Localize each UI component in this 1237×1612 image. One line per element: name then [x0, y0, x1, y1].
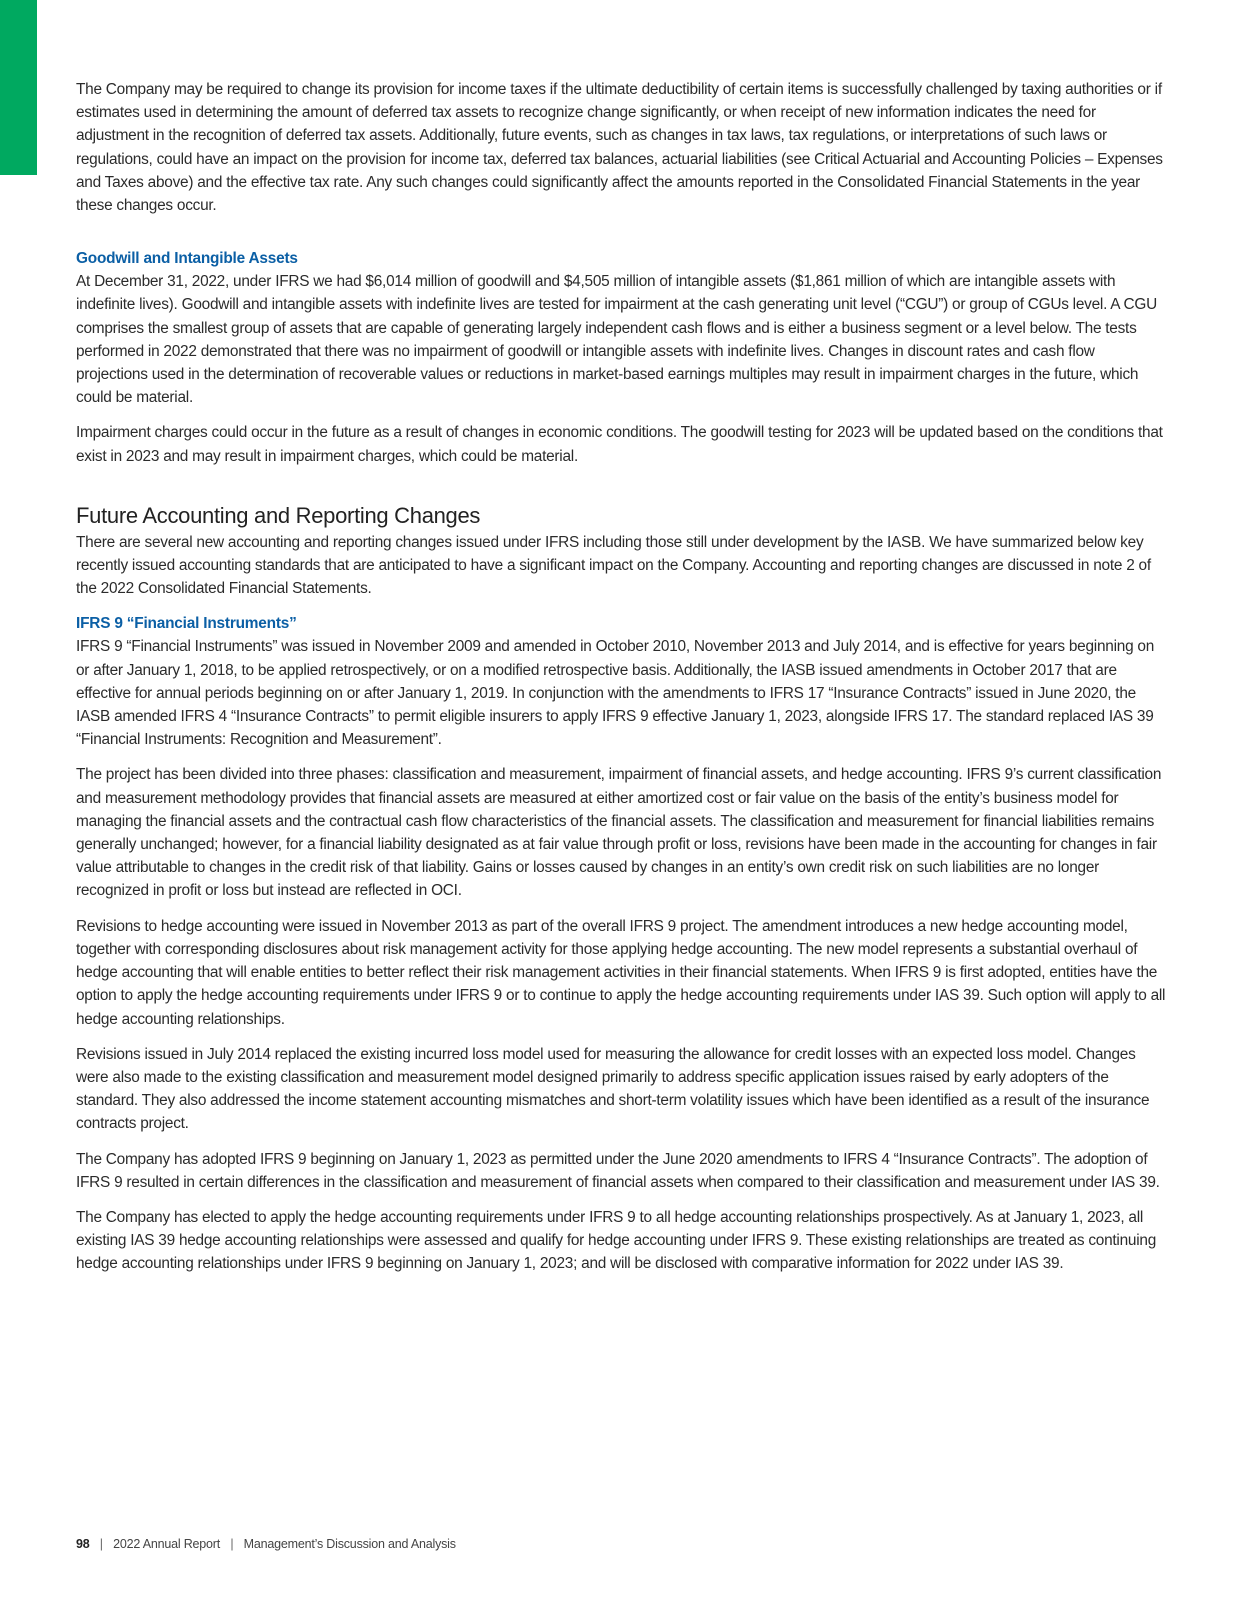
section-color-tab — [0, 0, 37, 175]
ifrs9-paragraph: Revisions issued in July 2014 replaced the existing incurred loss model used for measuring the allowance for credit losses with an expected loss model. Changes were also made to the existing classification and measurement model designed primarily to address specific application issues raised by early adopters of the standard. They also addressed the income statement accounting mismatches and short-term volatility issues which have been identified as a result of the insurance contracts project. — [76, 1045, 1150, 1133]
ifrs9-paragraph: The project has been divided into three phases: classification and measurement, impairment of financial assets, and hedge accounting. IFRS 9’s current classification and measurement methodology provides that financial assets are measured at either amortized cost or fair value on the basis of the entity’s business model for managing the financial assets and the contractual cash flow characteristics of the financial assets. The classification and measurement for financial liabilities remains generally unchanged; however, for a financial liability designated as at fair value through profit or loss, revisions have been made in the accounting for changes in fair value attributable to changes in the credit risk of that liability. Gains or losses caused by changes in an entity’s own credit risk on such liabilities are no longer recognized in profit or loss but instead are reflected in OCI. — [76, 766, 1162, 900]
ifrs9-paragraph: The Company has elected to apply the hedge accounting requirements under IFRS 9 to all hedge accounting relationships prospectively. As at January 1, 2023, all existing IAS 39 hedge accounting relationships were assessed and qualify for hedge accounting under IFRS 9. These existing relationships are treated as continuing hedge accounting relationships under IFRS 9 beginning on January 1, 2023; and will be disclosed with comparative information for 2022 under IAS 39. — [76, 1208, 1157, 1273]
ifrs9-paragraph: Revisions to hedge accounting were issued in November 2013 as part of the overall IFRS 9 project. The amendment introduces a new hedge accounting model, together with corresponding disclosures about risk management activity for those applying hedge accounting. The new model represents a substantial overhaul of hedge accounting that will enable entities to better reflect their risk management activities in their financial statements. When IFRS 9 is first adopted, entities have the option to apply the hedge accounting requirements under IFRS 9 or to continue to apply the hedge accounting requirements under IAS 39. Such option will apply to all hedge accounting relationships. — [76, 917, 1166, 1028]
footer-separator: | — [99, 1537, 103, 1551]
goodwill-heading: Goodwill and Intangible Assets — [76, 250, 298, 268]
page-footer — [76, 1537, 456, 1551]
page-body — [76, 78, 1166, 1288]
intro-paragraph: The Company may be required to change its provision for income taxes if the ultimate deductibility of certain items is successfully challenged by taxing authorities or if estimates used in determining the amount of deferred tax assets to recognize change significantly, or when receipt of new information indicates the need for adjustment in the recognition of deferred tax assets. Additionally, future events, such as changes in tax laws, tax regulations, or interpretations of such laws or regulations, could have an impact on the provision for income tax, deferred tax balances, actuarial liabilities (see Critical Actuarial and Accounting Policies – Expenses and Taxes above) and the effective tax rate. Any such changes could significantly affect the amounts reported in the Consolidated Financial Statements in the year these changes occur. — [76, 81, 1163, 215]
goodwill-paragraph: At December 31, 2022, under IFRS we had $6,014 million of goodwill and $4,505 million of intangible assets ($1,861 million of which are intangible assets with indefinite lives). Goodwill and intangible assets with indefinite lives are tested for impairment at the cash generating unit level (“CGU”) or group of CGUs level. A CGU comprises the smallest group of assets that are capable of generating largely independent cash flows and is either a business segment or a level below. The tests performed in 2022 demonstrated that there was no impairment of goodwill or intangible assets with indefinite lives. Changes in discount rates and cash flow projections used in the determination of recoverable values or reductions in market-based earnings multiples may result in impairment charges in the future, which could be material. — [76, 273, 1157, 407]
ifrs9-paragraph: The Company has adopted IFRS 9 beginning on January 1, 2023 as permitted under the June 2020 amendments to IFRS 4 “Insurance Contracts”. The adoption of IFRS 9 resulted in certain differences in the classification and measurement of financial assets when compared to their classification and measurement under IAS 39. — [76, 1150, 1160, 1191]
footer-separator: | — [230, 1537, 234, 1551]
ifrs9-heading: IFRS 9 “Financial Instruments” — [76, 615, 297, 633]
ifrs9-paragraph: IFRS 9 “Financial Instruments” was issued in November 2009 and amended in October 2010, November 2013 and July 2014, and is effective for years beginning on or after January 1, 2018, to be applied retrospectively, or on a modified retrospective basis. Additionally, the IASB issued amendments in October 2017 that are effective for annual periods beginning on or after January 1, 2019. In conjunction with the amendments to IFRS 17 “Insurance Contracts” issued in June 2020, the IASB amended IFRS 4 “Insurance Contracts” to permit eligible insurers to apply IFRS 9 effective January 1, 2023, alongside IFRS 17. The standard replaced IAS 39 “Financial Instruments: Recognition and Measurement”. — [76, 638, 1155, 749]
goodwill-paragraph: Impairment charges could occur in the future as a result of changes in economic conditions. The goodwill testing for 2023 will be updated based on the conditions that exist in 2023 and may result in impairment charges, which could be material. — [76, 424, 1163, 465]
page-number: 98 — [76, 1537, 90, 1551]
future-changes-intro: There are several new accounting and reporting changes issued under IFRS including those still under development by the IASB. We have summarized below key recently issued accounting standards that are anticipated to have a significant impact on the Company. Accounting and reporting changes are discussed in note 2 of the 2022 Consolidated Financial Statements. — [76, 533, 1151, 598]
future-changes-heading: Future Accounting and Reporting Changes — [76, 502, 481, 528]
section-title: Management’s Discussion and Analysis — [243, 1537, 456, 1551]
report-title: 2022 Annual Report — [113, 1537, 221, 1551]
